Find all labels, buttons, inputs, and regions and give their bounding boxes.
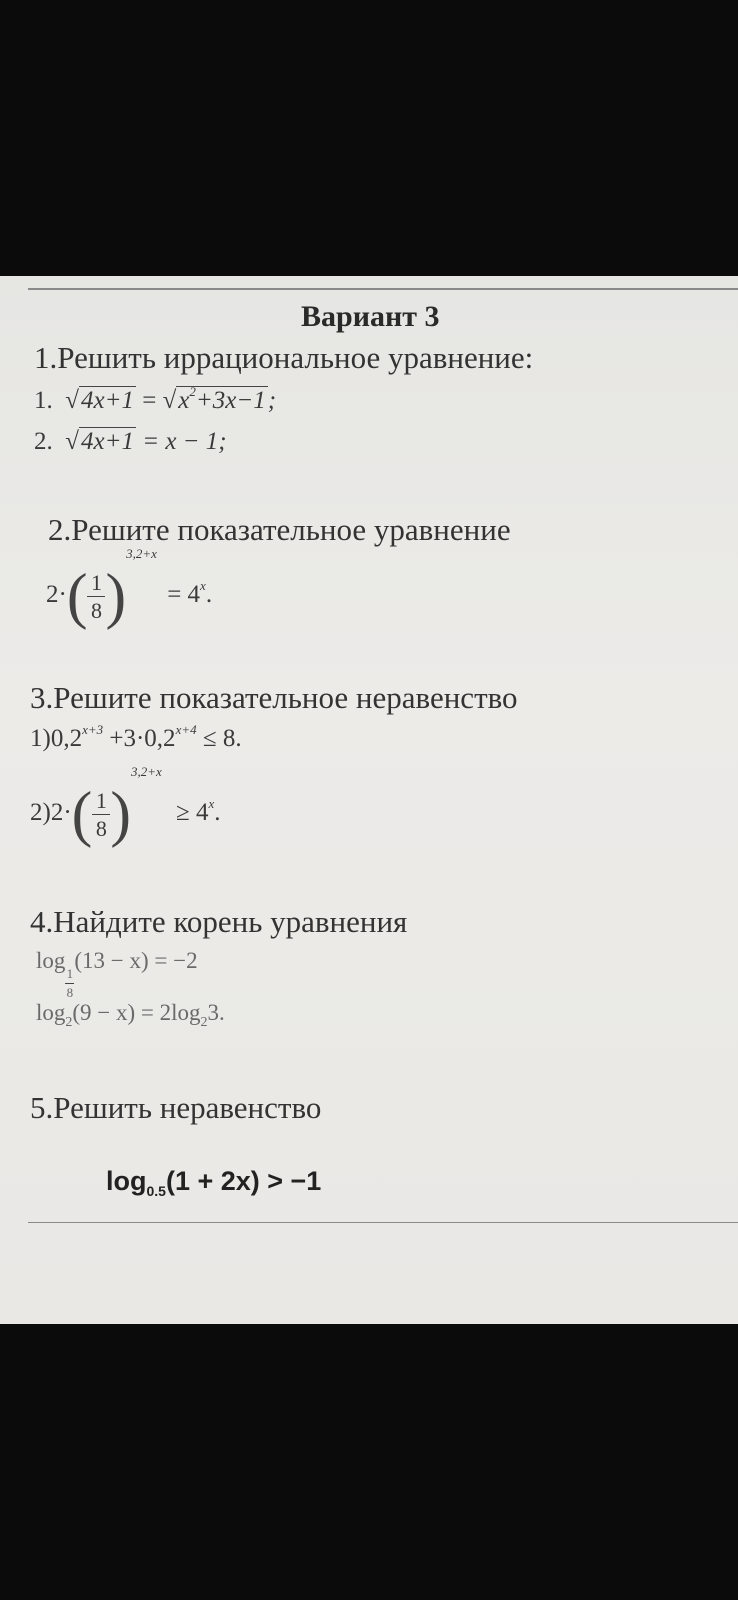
exponent: 3,2+x [126,546,157,561]
task1-eq2 [34,428,227,456]
task2-heading: 2.Решите показательное уравнение [48,512,511,547]
sqrt-sign-3: √ [59,428,79,455]
task1-eq1 [34,384,276,415]
task1-eq2-num: 2. [34,428,53,455]
frac-num: 1 [90,569,102,595]
task3-ineq1 [30,722,242,753]
log1-log: log [36,948,66,973]
ineq1-mid: +3·0,2 [109,725,176,752]
equals: = [142,387,157,414]
task4-heading: 4.Найдите корень уравнения [30,904,408,939]
period: . [205,581,213,608]
sqrt-rhs-x: x [178,387,190,414]
sqrt-rhs-sup: 2 [189,384,196,399]
variant-title: Вариант 3 [301,300,440,333]
log5-log: log [106,1166,147,1196]
paren-left: ( [66,562,88,631]
sqrt-4x1-b: 4x+1 [80,428,134,455]
exp-x-b: x [208,796,215,811]
top-rule [28,288,738,290]
semicolon: ; [267,387,277,414]
log1-rest: (13 − x) = −2 [74,948,198,973]
coef-2-b: 2· [50,799,72,826]
ge-4: ≥ 4 [176,799,209,826]
task1-heading: 1.Решить иррациональное уравнение: [34,340,534,375]
ineq1-rhs: ≤ 8. [202,725,242,752]
task5-heading: 5.Решить неравенство [30,1090,322,1125]
task3-n1: 1) [30,725,51,752]
task3-heading: 3.Решите показательное неравенство [30,680,518,715]
worksheet-paper [0,276,738,1324]
log2-rest: (9 − x) = 2log [72,1000,201,1025]
log2-period: . [219,1000,225,1025]
period-b: . [214,799,221,826]
frac-num-b: 1 [95,787,107,813]
frac-den-b: 8 [95,815,107,841]
paren-right-b: ) [110,780,131,849]
task2-eq [46,546,213,631]
sqrt-rhs-rest: +3x−1 [195,387,266,414]
paren-right: ) [105,562,127,631]
paren-left-b: ( [71,780,93,849]
log1-base-bar [65,983,74,984]
frac-den: 8 [90,597,102,623]
log2-base: 2 [65,1015,73,1030]
ineq1-exp1: x+3 [82,722,104,737]
log1-base-den: 8 [66,984,74,1000]
log1-base-num: 1 [66,966,74,981]
ineq1-base: 0,2 [50,725,83,752]
eq-4: = 4 [167,581,201,608]
frac-bar [87,596,105,597]
log2-three: 3 [207,1000,220,1025]
task4-eq2 [36,1000,225,1031]
fraction-1-8 [87,571,105,622]
task1-eq1-num: 1. [34,387,53,414]
task3-ineq2 [30,764,221,849]
task3-n2: 2) [30,799,51,826]
log2-log: log [36,1000,66,1025]
task5-ineq [106,1166,321,1199]
task1-eq2-rhs: = x − 1; [142,428,227,455]
ineq1-exp2: x+4 [175,722,197,737]
log5-rest: (1 + 2x) > −1 [165,1166,322,1196]
sqrt-sign: √ [59,387,79,414]
sqrt-4x1: 4x+1 [80,387,134,414]
fraction-1-8-b [92,789,110,840]
bottom-rule [28,1222,738,1223]
log5-base: 0.5 [146,1183,166,1199]
exponent-b: 3,2+x [130,764,162,779]
sqrt-rhs [176,386,267,414]
task4-eq1 [36,948,198,999]
sqrt-sign-2: √ [162,387,177,414]
log2-base2: 2 [200,1015,208,1030]
exp-x: x [200,578,206,593]
frac-bar-b [92,814,110,815]
coef-2: 2· [46,581,67,608]
